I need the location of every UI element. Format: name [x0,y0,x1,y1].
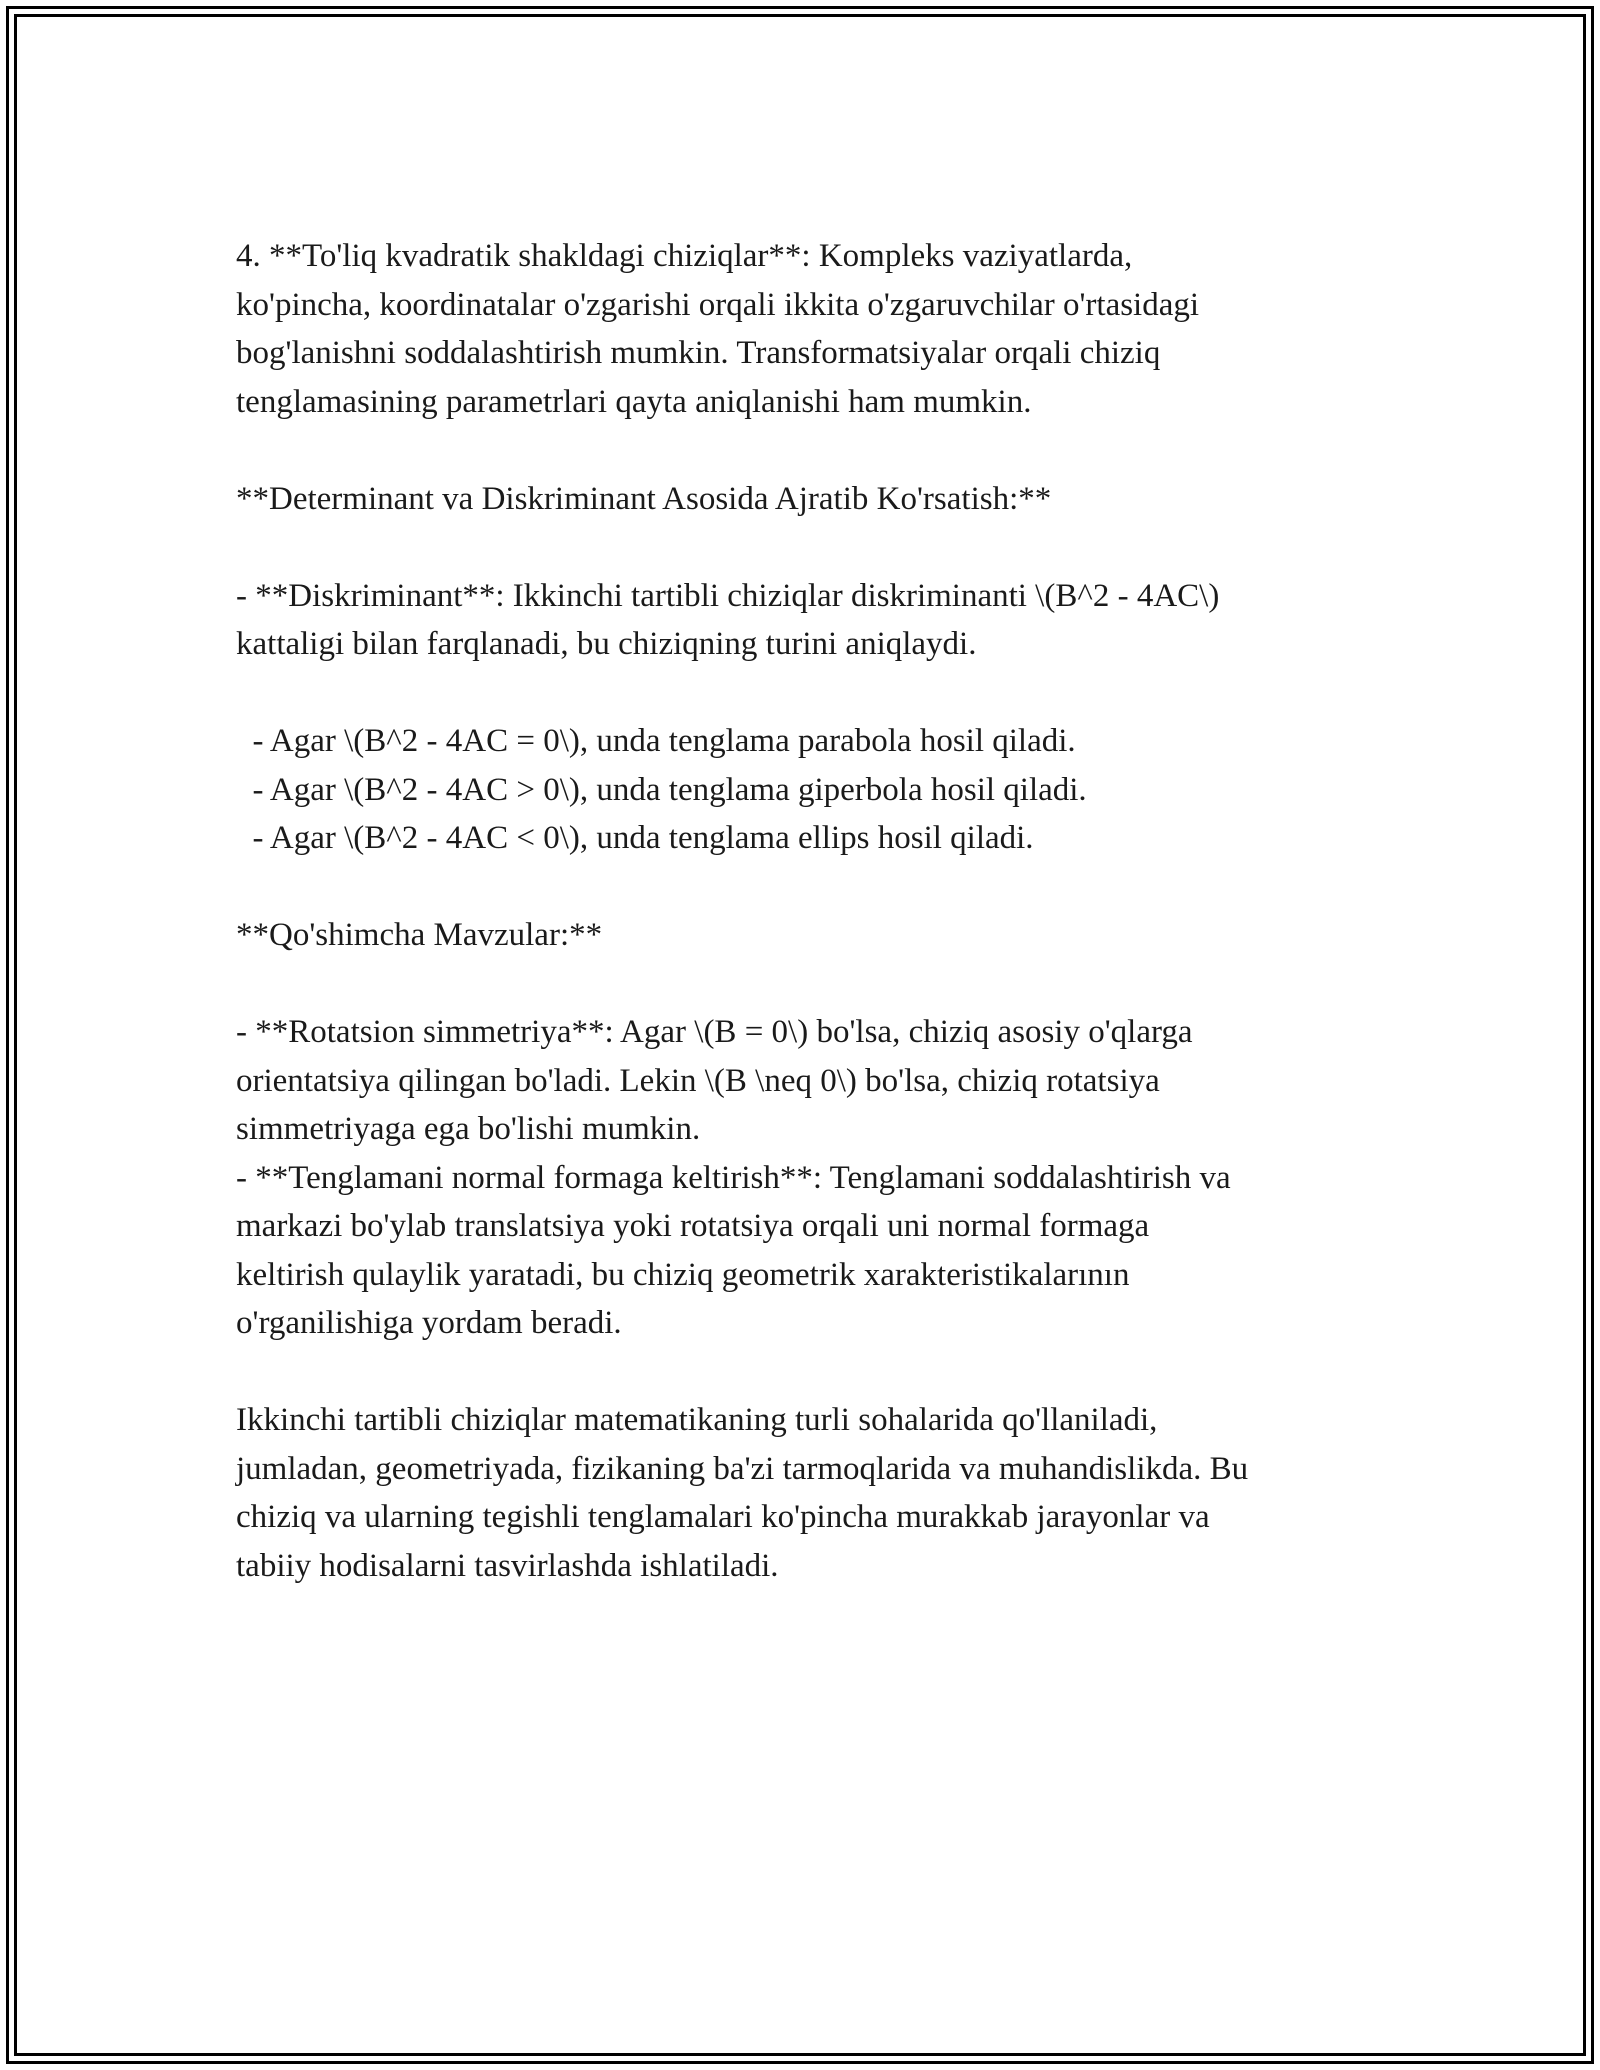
text-line: keltirish qulaylik yaratadi, bu chiziq geometrik xarakteristikalarının [236,1256,1130,1293]
list-item: - Agar \(B^2 - 4AC = 0\), unda tenglama parabola hosil qiladi. [236,723,1076,759]
document-body [236,232,1386,1590]
paragraph-gap [236,1348,1386,1397]
list-item: - Agar \(B^2 - 4AC > 0\), unda tenglama giperbola hosil qiladi. [236,771,1087,808]
heading-determinant [236,475,1386,524]
paragraph-gap [236,863,1386,912]
heading-line: **Qo'shimcha Mavzular:** [236,917,603,953]
heading-line: **Determinant va Diskriminant Asosida Ajratib Ko'rsatish:** [236,480,1052,517]
text-line: - **Diskriminant**: Ikkinchi tartibli chiziqlar diskriminanti \(B^2 - 4AC\) [236,577,1220,614]
text-line: ko'pincha, koordinatalar o'zgarishi orqali ikkita o'zgaruvchilar o'rtasidagi [236,286,1200,323]
heading-extra-topics [236,911,1386,960]
paragraph-item-4 [236,232,1386,426]
discriminant-cases-list [236,717,1386,863]
text-line: tenglamasining parametrlari qayta aniqlanishi ham mumkin. [236,383,1032,420]
paragraph-conclusion [236,1396,1386,1590]
paragraph-discriminant [236,572,1386,669]
text-line: o'rganilishiga yordam beradi. [236,1305,622,1341]
paragraph-gap [236,523,1386,572]
text-line: simmetriyaga ega bo'lishi mumkin. [236,1111,701,1147]
paragraph-extra-topics [236,1008,1386,1348]
text-line: markazi bo'ylab translatsiya yoki rotatsiya orqali uni normal formaga [236,1208,1150,1244]
text-line: kattaligi bilan farqlanadi, bu chiziqning turini aniqlaydi. [236,626,977,662]
paragraph-gap [236,669,1386,718]
text-line: orientatsiya qilingan bo'ladi. Lekin \(B \neq 0\) bo'lsa, chiziq rotatsiya [236,1062,1160,1099]
text-line: - **Tenglamani normal formaga keltirish**: Tenglamani soddalashtirish va [236,1159,1231,1196]
text-line: bog'lanishni soddalashtirish mumkin. Transformatsiyalar orqali chiziq [236,335,1161,371]
paragraph-gap [236,426,1386,475]
paragraph-gap [236,960,1386,1009]
text-line: tabiiy hodisalarni tasvirlashda ishlatiladi. [236,1547,779,1584]
text-line: - **Rotatsion simmetriya**: Agar \(B = 0\) bo'lsa, chiziq asosiy o'qlarga [236,1014,1193,1050]
text-line: 4. **To'liq kvadratik shakldagi chiziqlar**: Kompleks vaziyatlarda, [236,238,1133,274]
list-item: - Agar \(B^2 - 4AC < 0\), unda tenglama ellips hosil qiladi. [236,820,1034,856]
text-line: chiziq va ularning tegishli tenglamalari ko'pincha murakkab jarayonlar va [236,1499,1210,1535]
text-line: Ikkinchi tartibli chiziqlar matematikaning turli sohalarida qo'llaniladi, [236,1402,1158,1438]
text-line: jumladan, geometriyada, fizikaning ba'zi tarmoqlarida va muhandislikda. Bu [236,1450,1249,1487]
